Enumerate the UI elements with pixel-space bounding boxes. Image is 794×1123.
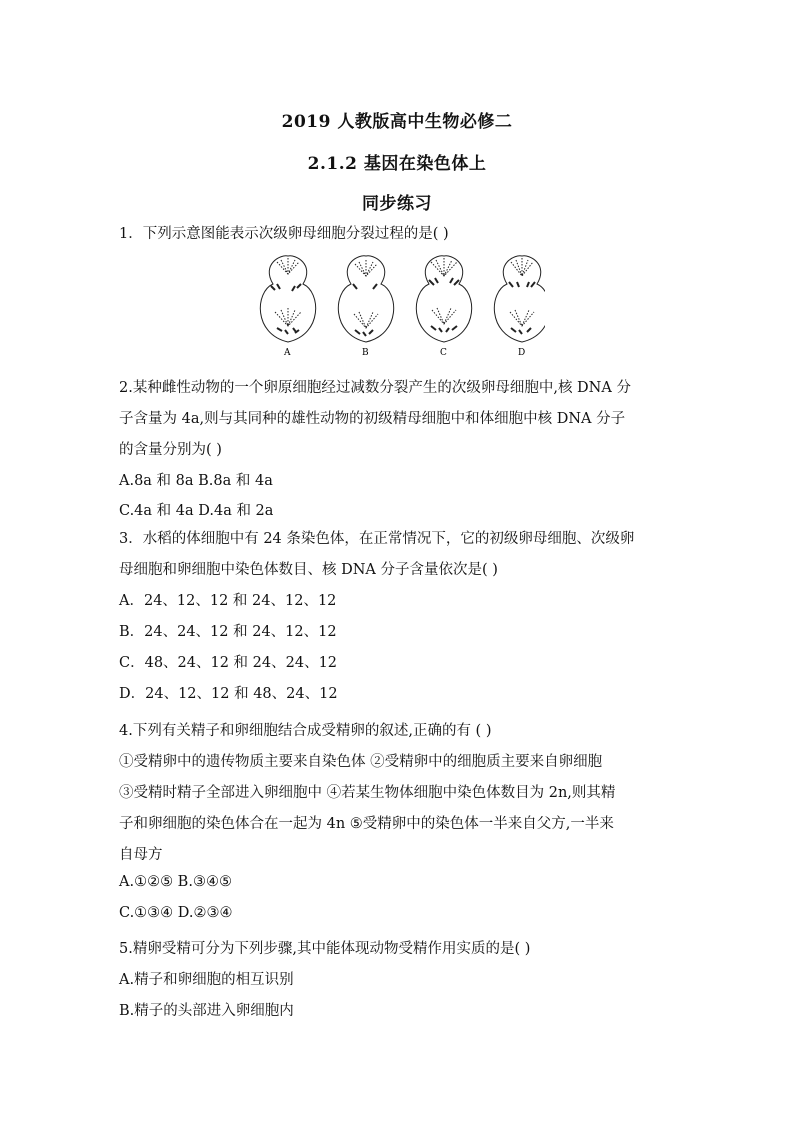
q4-body-line-2: ③受精时精子全部进入卵细胞中 ④若某生物体细胞中染色体数目为 2n,则其精: [119, 785, 616, 801]
q3-stem-line-2: 母细胞和卵细胞中染色体数目、核 DNA 分子含量依次是( ): [119, 562, 498, 578]
q3-option-c: C．48、24、12 和 24、24、12: [119, 655, 338, 671]
q5-option-b: B.精子的头部进入卵细胞内: [119, 1003, 294, 1019]
q4-body-line-4: 自母方: [119, 847, 163, 863]
q5-option-a: A.精子和卵细胞的相互识别: [119, 972, 294, 988]
lesson-subtitle: 2.1.2 基因在染色体上: [307, 154, 487, 174]
cell-c-label: C: [440, 348, 447, 358]
cell-c-diagram: [416, 256, 471, 342]
q5-stem: 5.精卵受精可分为下列步骤,其中能体现动物受精作用实质的是( ): [119, 941, 531, 957]
q2-stem-line-1: 2.某种雌性动物的一个卵原细胞经过减数分裂产生的次级卵母细胞中,核 DNA 分: [119, 380, 631, 396]
q4-stem: 4.下列有关精子和卵细胞结合成受精卵的叙述,正确的有 ( ): [119, 723, 492, 739]
q3-option-a: A．24、12、12 和 24、12、12: [119, 593, 337, 609]
q4-options-line-2: C.①③④ D.②③④: [119, 905, 233, 921]
cell-a-diagram: [260, 256, 315, 342]
q3-stem-line-1: 3．水稻的体细胞中有 24 条染色体，在正常情况下，它的初级卵母细胞、次级卵: [119, 531, 635, 547]
q2-stem-line-3: 的含量分别为( ): [119, 442, 222, 458]
q3-option-b: B．24、24、12 和 24、12、12: [119, 624, 337, 640]
cell-b-diagram: [338, 256, 393, 342]
section-heading: 同步练习: [362, 194, 432, 214]
cell-b-label: B: [362, 348, 369, 358]
cell-a-label: A: [284, 348, 291, 358]
q1-cell-division-figure: [255, 254, 545, 360]
q2-stem-line-2: 子含量为 4a,则与其同种的雄性动物的初级精母细胞中和体细胞中核 DNA 分子: [119, 411, 626, 427]
q2-options-line-1: A.8a 和 8a B.8a 和 4a: [119, 473, 273, 489]
q3-option-d: D．24、12、12 和 48、24、12: [119, 686, 338, 702]
q4-options-line-1: A.①②⑤ B.③④⑤: [119, 874, 232, 890]
q4-body-line-1: ①受精卵中的遗传物质主要来自染色体 ②受精卵中的细胞质主要来自卵细胞: [119, 754, 603, 770]
cell-d-diagram: [494, 256, 545, 342]
document-title: 2019 人教版高中生物必修二: [281, 112, 513, 132]
q1-stem: 1．下列示意图能表示次级卵母细胞分裂过程的是( ): [119, 226, 449, 242]
q4-body-line-3: 子和卵细胞的染色体合在一起为 4n ⑤受精卵中的染色体一半来自父方,一半来: [119, 816, 614, 832]
q2-options-line-2: C.4a 和 4a D.4a 和 2a: [119, 503, 274, 519]
cell-d-label: D: [518, 348, 526, 358]
